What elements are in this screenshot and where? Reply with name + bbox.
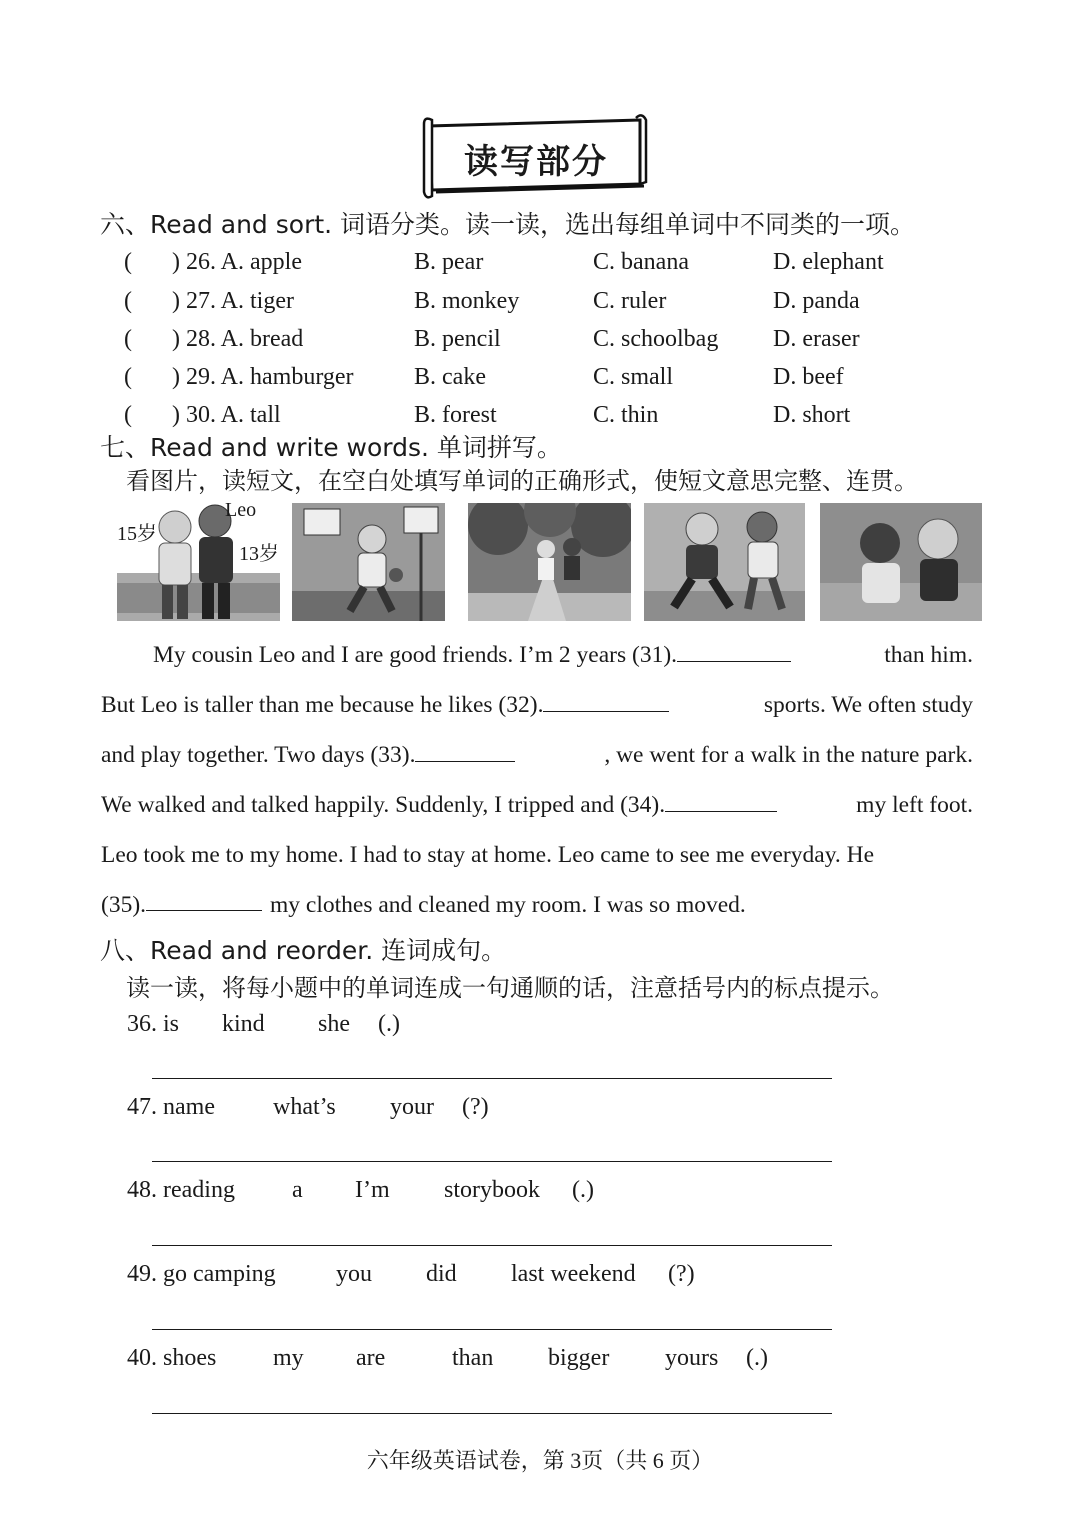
- passage-text: my clothes and cleaned my room. I was so moved.: [270, 892, 746, 918]
- option-b: B. cake: [414, 364, 486, 390]
- reorder-word: (.): [378, 1011, 400, 1037]
- reorder-word: 36. is: [127, 1011, 180, 1037]
- option-d: D. beef: [773, 364, 844, 390]
- section-title: 读写部分: [464, 142, 608, 182]
- passage-line: [101, 730, 973, 780]
- question-row: [0, 288, 1080, 326]
- reorder-word: yours: [665, 1345, 719, 1371]
- answer-paren[interactable]: (: [124, 326, 132, 352]
- option-d: D. short: [773, 402, 851, 428]
- blank-35[interactable]: [146, 880, 262, 911]
- reorder-word: are: [356, 1345, 386, 1371]
- section-6-title: 六、Read and sort. 词语分类。读一读，选出每组单词中不同类的一项。: [100, 210, 916, 239]
- option-a: ) 28. A. bread: [172, 326, 304, 352]
- reorder-word: a: [292, 1177, 303, 1203]
- reorder-word: 40. shoes: [127, 1345, 217, 1371]
- passage-line: [101, 680, 973, 730]
- blank-32[interactable]: [543, 681, 669, 712]
- passage-line: [101, 630, 973, 680]
- passage-text: But Leo is taller than me because he likes (32).: [101, 692, 544, 718]
- reorder-item: [0, 1345, 1080, 1379]
- question-row: [0, 364, 1080, 402]
- reorder-word: 47. name: [127, 1094, 215, 1120]
- age-label-left: 15岁: [117, 523, 157, 545]
- option-c: C. small: [593, 364, 674, 390]
- passage-text: and play together. Two days (33).: [101, 742, 416, 768]
- option-d: D. eraser: [773, 326, 860, 352]
- option-d: D. elephant: [773, 249, 884, 275]
- passage-line: [101, 880, 973, 930]
- option-a: ) 26. A. apple: [172, 249, 302, 275]
- passage-text: Leo took me to my home. I had to stay at home. Leo came to see me everyday. He: [101, 842, 875, 868]
- reorder-word: you: [336, 1261, 372, 1287]
- option-c: C. schoolbag: [593, 326, 719, 352]
- section-8-title: 八、Read and reorder. 连词成句。: [100, 936, 507, 965]
- answer-line[interactable]: [152, 1329, 832, 1330]
- option-b: B. forest: [414, 402, 497, 428]
- reorder-word: kind: [222, 1011, 265, 1037]
- reorder-word: than: [452, 1345, 494, 1371]
- picture-cousins: [117, 503, 280, 621]
- reorder-word: what’s: [273, 1094, 336, 1120]
- answer-line[interactable]: [152, 1413, 832, 1414]
- reorder-word: (?): [462, 1094, 489, 1120]
- answer-line[interactable]: [152, 1161, 832, 1162]
- option-b: B. pear: [414, 249, 484, 275]
- reorder-word: 49. go camping: [127, 1261, 276, 1287]
- name-label: Leo: [225, 503, 257, 521]
- section-7-title: 七、Read and write words. 单词拼写。: [100, 433, 562, 462]
- passage-text: than him.: [884, 642, 973, 668]
- blank-31[interactable]: [677, 631, 791, 662]
- reorder-item: [0, 1094, 1080, 1128]
- reorder-word: bigger: [548, 1345, 610, 1371]
- reorder-word: she: [318, 1011, 350, 1037]
- picture-home-care: [820, 503, 982, 621]
- reorder-word: 48. reading: [127, 1177, 235, 1203]
- reorder-word: (?): [668, 1261, 695, 1287]
- passage-line: [101, 830, 973, 880]
- option-c: C. banana: [593, 249, 689, 275]
- answer-paren[interactable]: (: [124, 288, 132, 314]
- reorder-item: [0, 1177, 1080, 1211]
- answer-line[interactable]: [152, 1078, 832, 1079]
- reorder-word: (.): [746, 1345, 768, 1371]
- option-c: C. thin: [593, 402, 659, 428]
- passage-text: , we went for a walk in the nature park.: [604, 742, 973, 768]
- picture-basketball: [292, 503, 445, 621]
- passage-text: sports. We often study: [763, 692, 973, 718]
- page-footer: 六年级英语试卷，第 3页（共 6 页）: [366, 1448, 714, 1473]
- reorder-word: storybook: [444, 1177, 540, 1203]
- passage-text: (35).: [101, 892, 147, 918]
- reorder-word: did: [426, 1261, 457, 1287]
- passage-line: [101, 780, 973, 830]
- answer-paren[interactable]: (: [124, 364, 132, 390]
- reorder-word: my: [273, 1345, 304, 1371]
- reorder-word: your: [390, 1094, 434, 1120]
- reorder-word: (.): [572, 1177, 594, 1203]
- reorder-item: [0, 1011, 1080, 1045]
- question-row: [0, 249, 1080, 287]
- blank-34[interactable]: [665, 781, 777, 812]
- option-d: D. panda: [773, 288, 860, 314]
- option-b: B. monkey: [414, 288, 520, 314]
- reorder-word: last weekend: [511, 1261, 636, 1287]
- option-c: C. ruler: [593, 288, 667, 314]
- answer-paren[interactable]: (: [124, 402, 132, 428]
- passage-text: my left foot.: [856, 792, 973, 818]
- section-banner: [418, 112, 654, 202]
- reorder-word: I’m: [355, 1177, 390, 1203]
- question-row: [0, 326, 1080, 364]
- section-8-instruction: 读一读，将每小题中的单词连成一句通顺的话，注意括号内的标点提示。: [126, 974, 894, 1002]
- option-a: ) 29. A. hamburger: [172, 364, 354, 390]
- reorder-item: [0, 1261, 1080, 1295]
- option-b: B. pencil: [414, 326, 501, 352]
- option-a: ) 27. A. tiger: [172, 288, 294, 314]
- option-a: ) 30. A. tall: [172, 402, 281, 428]
- passage-text: We walked and talked happily. Suddenly, I tripped and (34).: [101, 792, 666, 818]
- age-label-right: 13岁: [239, 543, 279, 565]
- passage-text: My cousin Leo and I are good friends. I’m 2 years (31).: [153, 642, 678, 668]
- cloze-passage: [101, 630, 973, 930]
- picture-park-walk: [468, 503, 631, 621]
- picture-tripping: [644, 503, 805, 621]
- blank-33[interactable]: [415, 731, 515, 762]
- section-7-instruction: 看图片，读短文，在空白处填写单词的正确形式，使短文意思完整、连贯。: [126, 467, 918, 495]
- answer-paren[interactable]: (: [124, 249, 132, 275]
- answer-line[interactable]: [152, 1245, 832, 1246]
